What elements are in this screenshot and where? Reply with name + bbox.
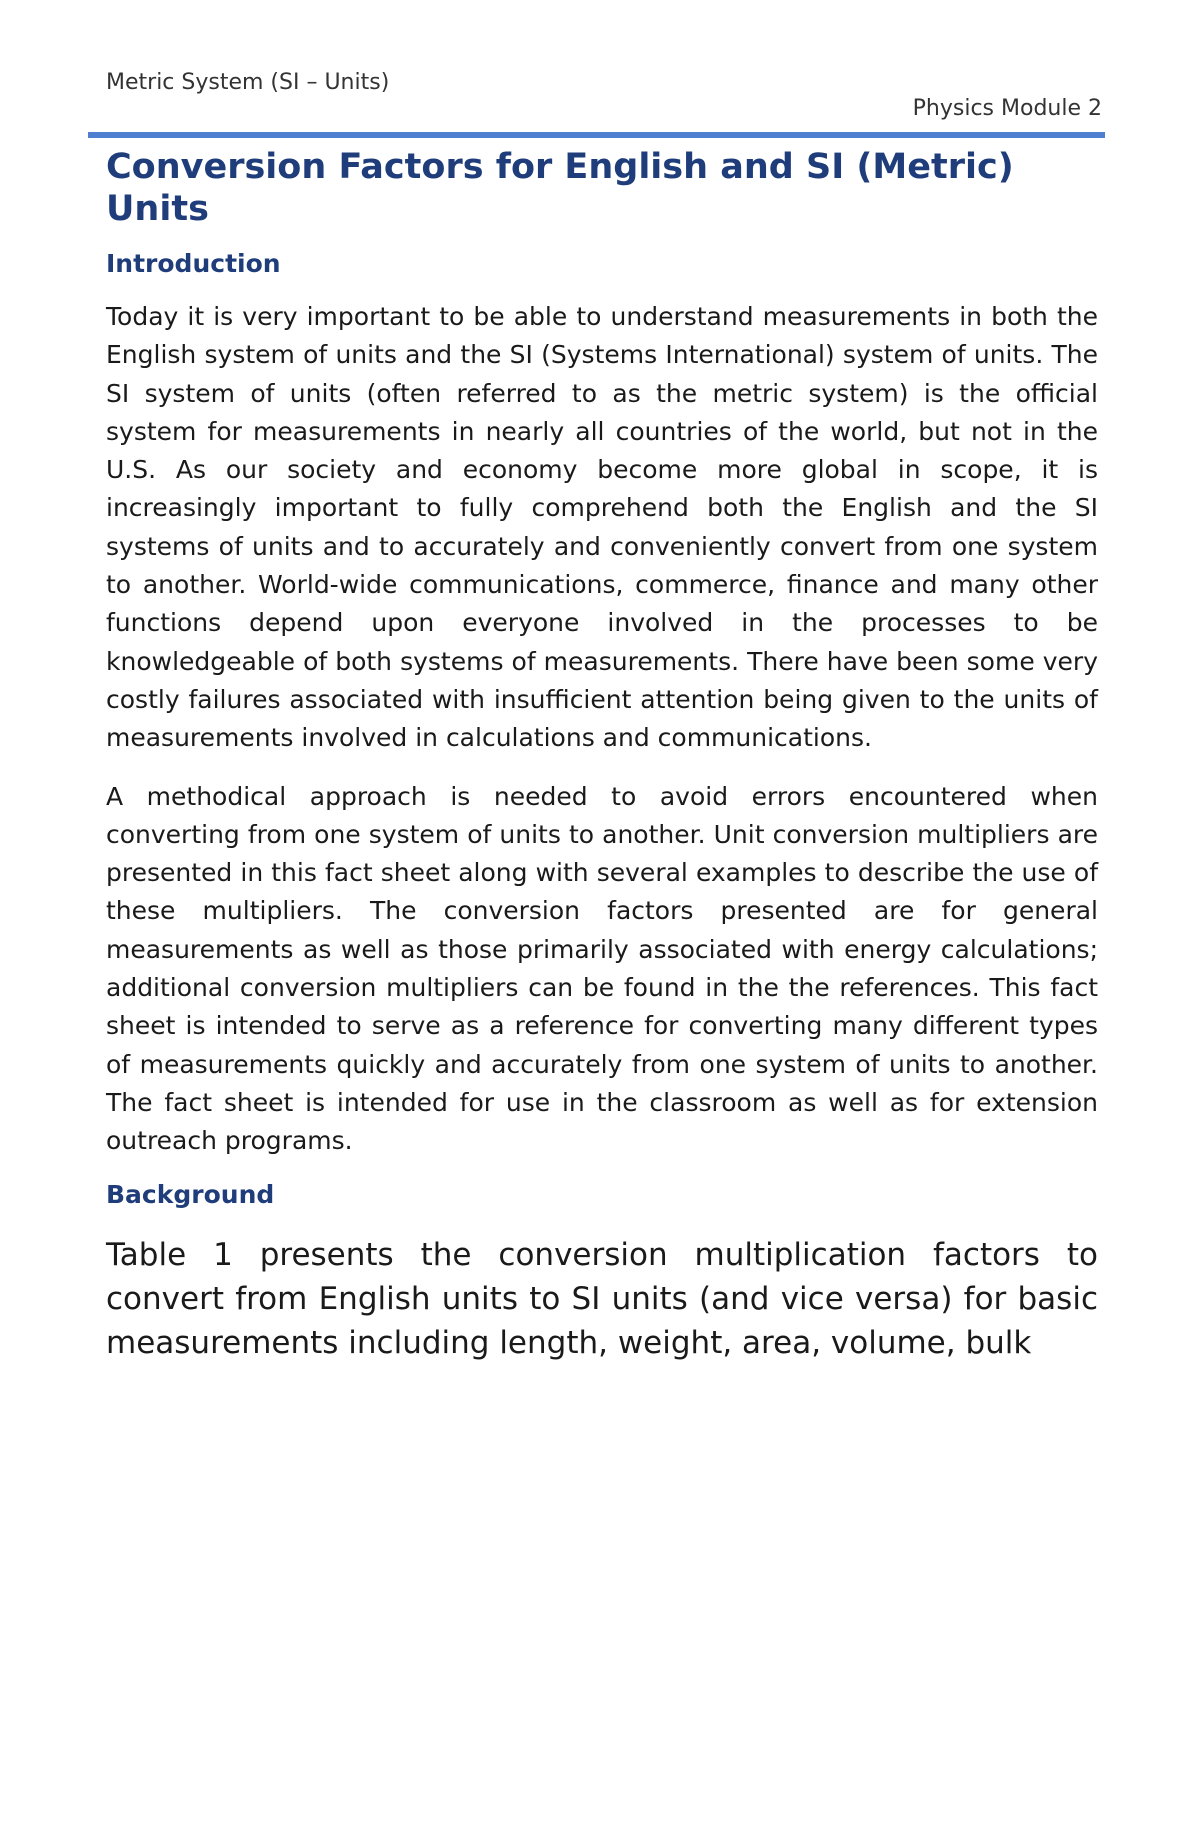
page-title: Conversion Factors for English and SI (Metric) Units xyxy=(106,147,1014,229)
header-divider xyxy=(88,132,1105,138)
document-body xyxy=(106,146,1098,1365)
introduction-paragraph-1: Today it is very important to be able to understand measurements in both the English system of units and the SI (Systems International) system of units. The SI system of units (often referred to as the metric system) is the official system for measurements in nearly all countries of the world, but not in the U.S. As our society and economy become more global in scope, it is increasingly important to fully comprehend both the English and the SI systems of units and to accurately and conveniently convert from one system to another. World-wide communications, commerce, finance and many other functions depend upon everyone involved in the processes to be knowledgeable of both systems of measurements. There have been some very costly failures associated with insufficient attention being given to the units of measurements involved in calculations and communications. xyxy=(106,302,1098,753)
running-header-left: Metric System (SI – Units) xyxy=(106,70,390,95)
running-header-right: Physics Module 2 xyxy=(912,96,1102,121)
introduction-paragraph-2: A methodical approach is needed to avoid errors encountered when converting from one system of units to another. Unit conversion multipliers are presented in this fact sheet along with several examples to describe the use of these multipliers. The conversion factors presented are for general measurements as well as those primarily associated with energy calculations; additional conversion multipliers can be found in the the references. This fact sheet is intended to serve as a reference for converting many different types of measurements quickly and accurately from one system of units to another. The fact sheet is intended for use in the classroom as well as for extension outreach programs. xyxy=(106,781,1098,1156)
section-heading-introduction: Introduction xyxy=(106,249,281,278)
section-heading-background: Background xyxy=(106,1179,275,1209)
background-paragraph-1: Table 1 presents the conversion multiplication factors to convert from English units to SI units (and vice versa) for basic measurements including length, weight, area, volume, bulk xyxy=(106,1236,1098,1361)
